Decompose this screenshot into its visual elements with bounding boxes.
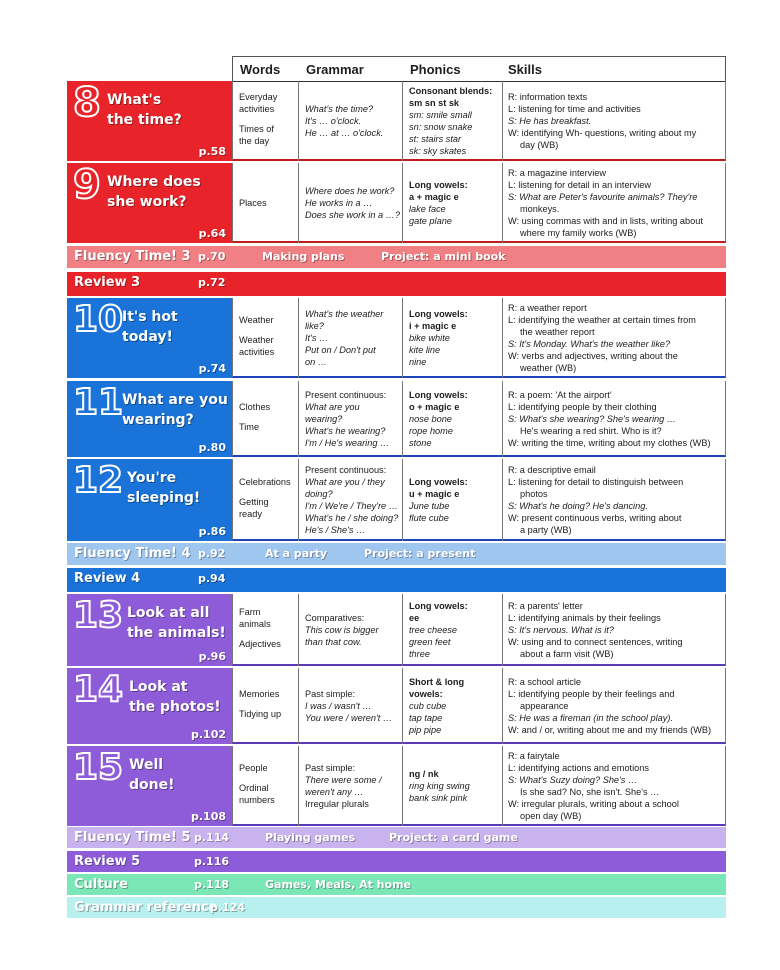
skills-line: W: and / or, writing about me and my friends (WB) xyxy=(508,725,712,735)
column-divider xyxy=(402,459,403,541)
skills-line: S: It's nervous. What is it? xyxy=(508,625,614,635)
grammar-cell xyxy=(305,612,401,648)
band-label: Fluency Time! 3 xyxy=(74,249,191,264)
phonics-line: ring king swing xyxy=(409,781,470,791)
words-line: activities xyxy=(239,104,275,114)
unit-title: What are you xyxy=(122,392,228,408)
unit-title: the photos! xyxy=(129,699,221,715)
column-divider xyxy=(402,298,403,378)
skills-line: W: writing the time, writing about my clothes (WB) xyxy=(508,438,711,448)
words-line: Farm xyxy=(239,607,261,617)
unit-13-box xyxy=(67,594,232,666)
unit-page: p.102 xyxy=(190,728,226,741)
grammar-cell xyxy=(305,103,401,139)
unit-9-box xyxy=(67,163,232,243)
phonics-line: June tube xyxy=(409,501,450,511)
unit-number: 8 xyxy=(73,80,101,126)
column-divider xyxy=(502,668,503,744)
skills-line: L: listening for detail to distinguish between xyxy=(508,477,684,487)
skills-line: the weather report xyxy=(520,327,595,337)
grammar-line: What's he / she doing? xyxy=(305,513,399,523)
grammar-cell xyxy=(305,464,401,536)
phonics-cell xyxy=(409,85,501,157)
unit-page: p.58 xyxy=(198,145,226,158)
skills-cell xyxy=(508,302,724,374)
grammar-line: He … at … o'clock. xyxy=(305,128,384,138)
band-review5 xyxy=(67,851,726,872)
skills-line: appearance xyxy=(520,701,569,711)
header-skills: Skills xyxy=(508,62,542,77)
words-line: Celebrations xyxy=(239,477,291,487)
unit-11-box xyxy=(67,381,232,457)
unit-title: It's hot xyxy=(122,309,178,325)
grammar-line: I'm / He's wearing … xyxy=(305,438,390,448)
unit-number: 13 xyxy=(73,595,124,636)
words-line xyxy=(239,115,297,123)
band-topic: At a party xyxy=(265,547,328,560)
phonics-line: sn: snow snake xyxy=(409,122,473,132)
grammar-line: wearing? xyxy=(305,414,343,424)
column-divider xyxy=(402,163,403,243)
band-project: Project: a present xyxy=(364,547,476,560)
skills-line: L: identifying people by their feelings and xyxy=(508,689,675,699)
unit-12-box xyxy=(67,459,232,541)
skills-line: L: listening for detail in an interview xyxy=(508,180,651,190)
unit-number: 12 xyxy=(73,460,124,501)
skills-line: S: He was a fireman (in the school play). xyxy=(508,713,673,723)
band-topic: Playing games xyxy=(265,831,356,844)
phonics-line: pip pipe xyxy=(409,725,442,735)
words-line xyxy=(239,326,297,334)
words-line xyxy=(239,488,297,496)
words-line: Everyday xyxy=(239,92,278,102)
phonics-line: kite line xyxy=(409,345,441,355)
phonics-line: three xyxy=(409,649,430,659)
grammar-line: What are you / they xyxy=(305,477,385,487)
grammar-line: This cow is bigger xyxy=(305,625,379,635)
grammar-line: What's the time? xyxy=(305,104,374,114)
unit-title: What's xyxy=(107,92,162,108)
grammar-line: Where does he work? xyxy=(305,186,395,196)
skills-line: S: It's Monday. What's the weather like? xyxy=(508,339,671,349)
skills-line: R: a descriptive email xyxy=(508,465,596,475)
skills-line: L: identifying the weather at certain times from xyxy=(508,315,696,325)
skills-cell xyxy=(508,676,724,736)
skills-line: open day (WB) xyxy=(520,811,582,821)
column-divider xyxy=(502,459,503,541)
words-cell xyxy=(239,314,297,358)
grammar-line: It's … o'clock. xyxy=(305,116,362,126)
grammar-cell xyxy=(305,688,401,724)
grammar-line: than that cow. xyxy=(305,637,362,647)
phonics-line: Long vowels: xyxy=(409,477,468,487)
band-label: Review 3 xyxy=(74,275,141,290)
words-line xyxy=(239,413,297,421)
band-topic: Making plans xyxy=(262,250,345,263)
grammar-line: What's the weather xyxy=(305,309,384,319)
words-line: Weather xyxy=(239,315,274,325)
column-divider xyxy=(502,746,503,826)
skills-line: L: identifying people by their clothing xyxy=(508,402,657,412)
band-page: p.124 xyxy=(210,901,246,914)
skills-line: weather (WB) xyxy=(520,363,577,373)
phonics-line: ee xyxy=(409,613,420,623)
grammar-line: like? xyxy=(305,321,324,331)
unit-page: p.80 xyxy=(198,441,226,454)
band-label: Culture xyxy=(74,877,128,892)
column-divider xyxy=(402,81,403,161)
words-cell xyxy=(239,197,297,209)
skills-line: monkeys. xyxy=(520,204,560,214)
band-project: Project: a card game xyxy=(389,831,518,844)
skills-line: R: a fairytale xyxy=(508,751,560,761)
grammar-cell xyxy=(305,389,401,449)
grammar-line: on … xyxy=(305,357,327,367)
skills-line: S: What's she wearing? She's wearing … xyxy=(508,414,676,424)
phonics-cell xyxy=(409,308,501,368)
skills-line: S: He has breakfast. xyxy=(508,116,592,126)
phonics-line: ng / nk xyxy=(409,769,439,779)
unit-title: Look at all xyxy=(127,605,210,621)
skills-line: day (WB) xyxy=(520,140,559,150)
phonics-line: gate plane xyxy=(409,216,452,226)
phonics-line: o + magic e xyxy=(409,402,460,412)
words-cell xyxy=(239,762,297,806)
column-divider xyxy=(502,298,503,378)
band-topic: Games, Meals, At home xyxy=(265,878,411,891)
skills-cell xyxy=(508,167,724,239)
words-cell xyxy=(239,688,297,720)
band-page: p.94 xyxy=(198,572,226,585)
unit-number: 9 xyxy=(73,162,101,208)
skills-line: He's wearing a red shirt. Who is it? xyxy=(520,426,662,436)
grammar-line: What are you xyxy=(305,402,360,412)
words-cell xyxy=(239,476,297,520)
words-line xyxy=(239,630,297,638)
band-project: Project: a mini book xyxy=(381,250,506,263)
grammar-line: He's / She's … xyxy=(305,525,366,535)
phonics-cell xyxy=(409,676,501,736)
phonics-line: sm: smile small xyxy=(409,110,472,120)
phonics-line: st: stairs star xyxy=(409,134,462,144)
words-line: activities xyxy=(239,347,275,357)
grammar-line: It's … xyxy=(305,333,329,343)
column-divider xyxy=(502,381,503,457)
phonics-line: tap tape xyxy=(409,713,443,723)
unit-title: Well xyxy=(129,757,164,773)
band-grammar_ref xyxy=(67,897,726,918)
phonics-line: green feet xyxy=(409,637,451,647)
skills-cell xyxy=(508,464,724,536)
unit-page: p.108 xyxy=(190,810,226,823)
unit-page: p.96 xyxy=(198,650,226,663)
phonics-line: Long vowels: xyxy=(409,601,468,611)
skills-line: W: using commas with and in lists, writing about xyxy=(508,216,703,226)
phonics-line: Long vowels: xyxy=(409,390,468,400)
unit-number: 10 xyxy=(73,299,124,340)
band-label: Review 5 xyxy=(74,854,141,869)
band-review3 xyxy=(67,272,726,296)
unit-title: You're xyxy=(127,470,177,486)
phonics-line: Consonant blends: xyxy=(409,86,493,96)
phonics-line: u + magic e xyxy=(409,489,460,499)
skills-line: W: verbs and adjectives, writing about the xyxy=(508,351,678,361)
column-divider xyxy=(298,746,299,826)
header-grammar: Grammar xyxy=(306,62,364,77)
skills-line: W: irregular plurals, writing about a school xyxy=(508,799,679,809)
column-divider xyxy=(298,668,299,744)
grammar-line: He works in a … xyxy=(305,198,373,208)
phonics-line: nose bone xyxy=(409,414,452,424)
unit-title: Where does xyxy=(107,174,201,190)
phonics-line: sm sn st sk xyxy=(409,98,460,108)
grammar-line: Past simple: xyxy=(305,689,356,699)
words-cell xyxy=(239,606,297,650)
phonics-line: nine xyxy=(409,357,427,367)
unit-page: p.64 xyxy=(198,227,226,240)
words-line: Weather xyxy=(239,335,274,345)
unit-number: 15 xyxy=(73,747,124,788)
unit-page: p.86 xyxy=(198,525,226,538)
band-fluency5 xyxy=(67,827,726,848)
grammar-cell xyxy=(305,308,401,368)
column-divider xyxy=(298,381,299,457)
band-culture xyxy=(67,874,726,895)
band-label: Review 4 xyxy=(74,571,141,586)
grammar-cell xyxy=(305,762,401,810)
phonics-line: Long vowels: xyxy=(409,180,468,190)
skills-line: L: listening for time and activities xyxy=(508,104,641,114)
grammar-line: doing? xyxy=(305,489,333,499)
band-page: p.114 xyxy=(194,831,230,844)
phonics-line: a + magic e xyxy=(409,192,459,202)
skills-cell xyxy=(508,389,724,449)
phonics-line: rope home xyxy=(409,426,453,436)
grammar-line: Past simple: xyxy=(305,763,356,773)
column-divider xyxy=(298,81,299,161)
phonics-line: vowels: xyxy=(409,689,443,699)
column-divider xyxy=(298,298,299,378)
skills-line: Is she sad? No, she isn't. She's … xyxy=(520,787,660,797)
band-page: p.118 xyxy=(194,878,230,891)
words-line: Memories xyxy=(239,689,280,699)
phonics-line: cub cube xyxy=(409,701,447,711)
column-divider xyxy=(402,594,403,666)
grammar-line: Present continuous: xyxy=(305,390,387,400)
phonics-line: bank sink pink xyxy=(409,793,468,803)
column-divider xyxy=(402,668,403,744)
words-line: Ordinal xyxy=(239,783,269,793)
unit-number: 14 xyxy=(73,669,124,710)
grammar-line: Does she work in a …? xyxy=(305,210,400,220)
phonics-line: Short & long xyxy=(409,677,465,687)
phonics-line: bike white xyxy=(409,333,450,343)
skills-line: S: What are Peter's favourite animals? They're xyxy=(508,192,698,202)
band-fluency3 xyxy=(67,246,726,268)
unit-14-box xyxy=(67,668,232,744)
skills-line: R: a poem: 'At the airport' xyxy=(508,390,612,400)
grammar-line: I was / wasn't … xyxy=(305,701,372,711)
phonics-cell xyxy=(409,476,501,524)
skills-line: a party (WB) xyxy=(520,525,572,535)
column-divider xyxy=(402,746,403,826)
words-cell xyxy=(239,91,297,147)
grammar-line: weren't any … xyxy=(305,787,364,797)
band-review4 xyxy=(67,568,726,592)
skills-line: where my family works (WB) xyxy=(520,228,637,238)
band-page: p.72 xyxy=(198,276,226,289)
phonics-cell xyxy=(409,600,501,660)
unit-title: wearing? xyxy=(122,412,194,428)
unit-title: done! xyxy=(129,777,175,793)
words-line: Times of xyxy=(239,124,274,134)
skills-line: L: identifying animals by their feelings xyxy=(508,613,661,623)
grammar-line: You were / weren't … xyxy=(305,713,393,723)
column-divider xyxy=(502,163,503,243)
phonics-cell xyxy=(409,179,501,227)
phonics-cell xyxy=(409,768,501,804)
words-cell xyxy=(239,401,297,433)
unit-title: she work? xyxy=(107,194,187,210)
words-line xyxy=(239,774,297,782)
band-fluency4 xyxy=(67,543,726,565)
band-page: p.70 xyxy=(198,250,226,263)
grammar-line: There were some / xyxy=(305,775,382,785)
words-line xyxy=(239,700,297,708)
words-line: People xyxy=(239,763,268,773)
skills-line: W: using and to connect sentences, writing xyxy=(508,637,683,647)
words-line: Getting xyxy=(239,497,269,507)
skills-line: photos xyxy=(520,489,548,499)
phonics-line: Long vowels: xyxy=(409,309,468,319)
unit-10-box xyxy=(67,298,232,378)
column-divider xyxy=(502,81,503,161)
column-divider xyxy=(502,594,503,666)
phonics-line: tree cheese xyxy=(409,625,458,635)
grammar-line: Present continuous: xyxy=(305,465,387,475)
skills-line: R: a magazine interview xyxy=(508,168,607,178)
grammar-line: Put on / Don't put xyxy=(305,345,376,355)
skills-line: W: present continuous verbs, writing about xyxy=(508,513,682,523)
unit-title: the animals! xyxy=(127,625,226,641)
words-line: ready xyxy=(239,509,262,519)
skills-cell xyxy=(508,600,724,660)
grammar-cell xyxy=(305,185,401,221)
words-line: Places xyxy=(239,198,267,208)
grammar-line: Irregular plurals xyxy=(305,799,369,809)
unit-8-box xyxy=(67,81,232,161)
grammar-line: Comparatives: xyxy=(305,613,365,623)
phonics-line: stone xyxy=(409,438,432,448)
unit-title: Look at xyxy=(129,679,188,695)
words-line: Time xyxy=(239,422,260,432)
unit-title: today! xyxy=(122,329,173,345)
band-page: p.116 xyxy=(194,855,230,868)
unit-page: p.74 xyxy=(198,362,226,375)
skills-line: R: a school article xyxy=(508,677,582,687)
words-line: Adjectives xyxy=(239,639,281,649)
skills-line: W: identifying Wh- questions, writing about my xyxy=(508,128,697,138)
grammar-line: What's he wearing? xyxy=(305,426,386,436)
unit-title: the time? xyxy=(107,112,182,128)
band-label: Fluency Time! 5 xyxy=(74,830,191,845)
skills-line: S: What's Suzy doing? She's … xyxy=(508,775,638,785)
unit-15-box xyxy=(67,746,232,826)
column-divider xyxy=(298,459,299,541)
skills-cell xyxy=(508,750,724,822)
phonics-line: flute cube xyxy=(409,513,449,523)
column-divider xyxy=(298,163,299,243)
band-page: p.92 xyxy=(198,547,226,560)
skills-line: about a farm visit (WB) xyxy=(520,649,614,659)
words-line: numbers xyxy=(239,795,275,805)
skills-line: R: information texts xyxy=(508,92,588,102)
band-label: Fluency Time! 4 xyxy=(74,546,191,561)
skills-line: R: a parents' letter xyxy=(508,601,583,611)
grammar-line: I'm / We're / They're … xyxy=(305,501,398,511)
words-line: animals xyxy=(239,619,271,629)
phonics-cell xyxy=(409,389,501,449)
words-line: Clothes xyxy=(239,402,271,412)
skills-cell xyxy=(508,91,724,151)
header-phonics: Phonics xyxy=(410,62,461,77)
unit-title: sleeping! xyxy=(127,490,201,506)
band-label: Grammar reference xyxy=(74,900,218,915)
skills-line: S: What's he doing? He's dancing. xyxy=(508,501,648,511)
column-divider xyxy=(298,594,299,666)
column-divider xyxy=(402,381,403,457)
skills-line: R: a weather report xyxy=(508,303,587,313)
phonics-line: lake face xyxy=(409,204,446,214)
phonics-line: i + magic e xyxy=(409,321,457,331)
skills-line: L: identifying actions and emotions xyxy=(508,763,649,773)
words-line: the day xyxy=(239,136,270,146)
header-words: Words xyxy=(240,62,281,77)
phonics-line: sk: sky skates xyxy=(409,146,467,156)
unit-number: 11 xyxy=(73,382,124,423)
words-line: Tidying up xyxy=(239,709,282,719)
